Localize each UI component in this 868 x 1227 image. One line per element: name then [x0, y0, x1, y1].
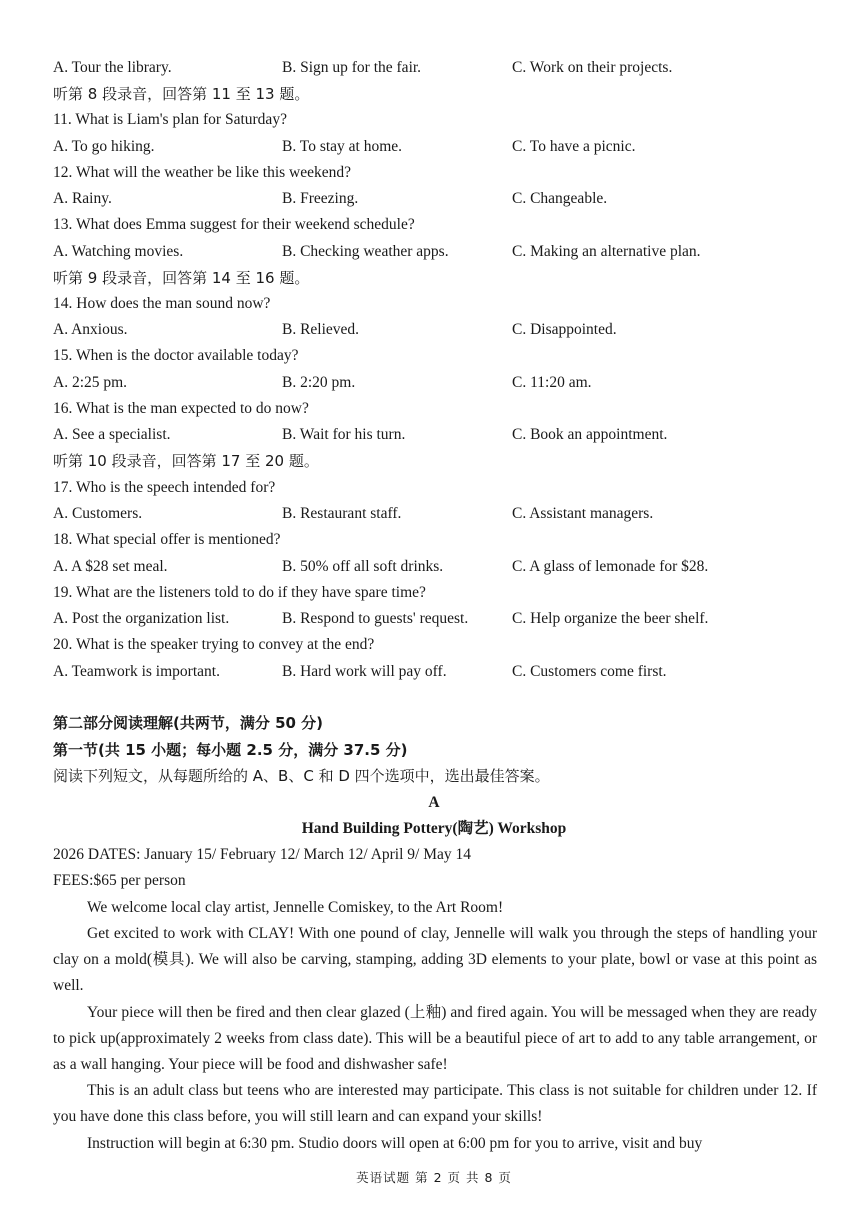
- option-c: C. Disappointed.: [512, 321, 617, 338]
- q16-options: [53, 425, 823, 445]
- q17-stem: 17. Who is the speech intended for?: [53, 479, 276, 496]
- option-b: B. Sign up for the fair.: [282, 59, 422, 76]
- q15-stem: 15. When is the doctor available today?: [53, 347, 299, 364]
- paragraph: Your piece will then be fired and then clear glazed (上釉) and fired again. You will be messaged when they are ready to pick up(approximately 2 weeks from class date). This will be a beautiful piece of art to add to any table arrangement, or as a wall hanging. Your piece will be food and dishwasher safe!: [53, 1004, 817, 1074]
- option-b: B. 50% off all soft drinks.: [282, 558, 444, 575]
- option-a: A. Anxious.: [53, 321, 128, 338]
- option-a: A. A $28 set meal.: [53, 558, 168, 575]
- option-b: B. 2:20 pm.: [282, 374, 356, 391]
- option-c: C. Assistant managers.: [512, 505, 654, 522]
- q19-options: [53, 609, 823, 629]
- passage-title: Hand Building Pottery(陶艺) Workshop: [301, 820, 567, 837]
- option-b: B. Checking weather apps.: [282, 243, 449, 260]
- passage-letter: A: [428, 794, 440, 811]
- paragraph: Instruction will begin at 6:30 pm. Studio doors will open at 6:00 pm for you to arrive, visit and buy: [87, 1135, 703, 1152]
- q10-options: [53, 58, 823, 78]
- option-a: A. 2:25 pm.: [53, 374, 128, 391]
- q12-stem: 12. What will the weather be like this weekend?: [53, 164, 351, 181]
- paragraph: This is an adult class but teens who are interested may participate. This class is not suitable for children under 12. If you have done this class before, you will still learn and can expand your skills!: [53, 1082, 817, 1126]
- option-a: A. To go hiking.: [53, 138, 155, 155]
- option-c: C. Work on their projects.: [512, 59, 673, 76]
- option-a: A. Tour the library.: [53, 59, 172, 76]
- q18-stem: 18. What special offer is mentioned?: [53, 531, 281, 548]
- workshop-dates: 2026 DATES: January 15/ February 12/ March 12/ April 9/ May 14: [53, 846, 472, 863]
- option-c: C. A glass of lemonade for $28.: [512, 558, 709, 575]
- section-8-header: 听第 8 段录音，回答第 11 至 13 题。: [53, 85, 310, 103]
- option-c: C. Customers come first.: [512, 663, 667, 680]
- option-c: C. Making an alternative plan.: [512, 243, 701, 260]
- q18-options: [53, 557, 823, 577]
- option-c: C. Help organize the beer shelf.: [512, 610, 709, 627]
- q15-options: [53, 373, 823, 393]
- option-c: C. Book an appointment.: [512, 426, 668, 443]
- page-footer: 英语试题 第 2 页 共 8 页: [356, 1170, 512, 1185]
- option-a: A. See a specialist.: [53, 426, 171, 443]
- option-c: C. 11:20 am.: [512, 374, 592, 391]
- option-a: A. Customers.: [53, 505, 143, 522]
- q14-stem: 14. How does the man sound now?: [53, 295, 271, 312]
- section-10-header: 听第 10 段录音，回答第 17 至 20 题。: [53, 452, 319, 470]
- q12-options: [53, 189, 823, 209]
- option-b: B. Freezing.: [282, 190, 359, 207]
- q13-stem: 13. What does Emma suggest for their weekend schedule?: [53, 216, 415, 233]
- q20-stem: 20. What is the speaker trying to convey at the end?: [53, 636, 375, 653]
- q11-options: [53, 137, 823, 157]
- option-a: A. Post the organization list.: [53, 610, 230, 627]
- q13-options: [53, 242, 823, 262]
- section-one-title: 第一节(共 15 小题；每小题 2.5 分，满分 37.5 分): [53, 741, 408, 759]
- reading-instructions: 阅读下列短文，从每题所给的 A、B、C 和 D 四个选项中，选出最佳答案。: [53, 767, 550, 785]
- option-b: B. Hard work will pay off.: [282, 663, 447, 680]
- option-b: B. Respond to guests' request.: [282, 610, 469, 627]
- option-b: B. Restaurant staff.: [282, 505, 402, 522]
- paragraph: Get excited to work with CLAY! With one pound of clay, Jennelle will walk you through the steps of handling your clay on a mold(模具). We will also be carving, stamping, adding 3D elements to your plate, bowl or vase at this point as well.: [53, 925, 817, 995]
- q14-options: [53, 320, 823, 340]
- option-c: C. Changeable.: [512, 190, 608, 207]
- option-b: B. Relieved.: [282, 321, 360, 338]
- option-c: C. To have a picnic.: [512, 138, 636, 155]
- q17-options: [53, 504, 823, 524]
- option-a: A. Teamwork is important.: [53, 663, 220, 680]
- option-a: A. Watching movies.: [53, 243, 184, 260]
- workshop-fees: FEES:$65 per person: [53, 872, 186, 889]
- q16-stem: 16. What is the man expected to do now?: [53, 400, 309, 417]
- q20-options: [53, 662, 823, 682]
- q19-stem: 19. What are the listeners told to do if they have spare time?: [53, 584, 426, 601]
- option-a: A. Rainy.: [53, 190, 112, 207]
- q11-stem: 11. What is Liam's plan for Saturday?: [53, 111, 287, 128]
- part-two-title: 第二部分阅读理解(共两节，满分 50 分): [53, 714, 324, 732]
- section-9-header: 听第 9 段录音，回答第 14 至 16 题。: [53, 269, 310, 287]
- option-b: B. To stay at home.: [282, 138, 403, 155]
- paragraph: We welcome local clay artist, Jennelle Comiskey, to the Art Room!: [87, 899, 504, 916]
- option-b: B. Wait for his turn.: [282, 426, 406, 443]
